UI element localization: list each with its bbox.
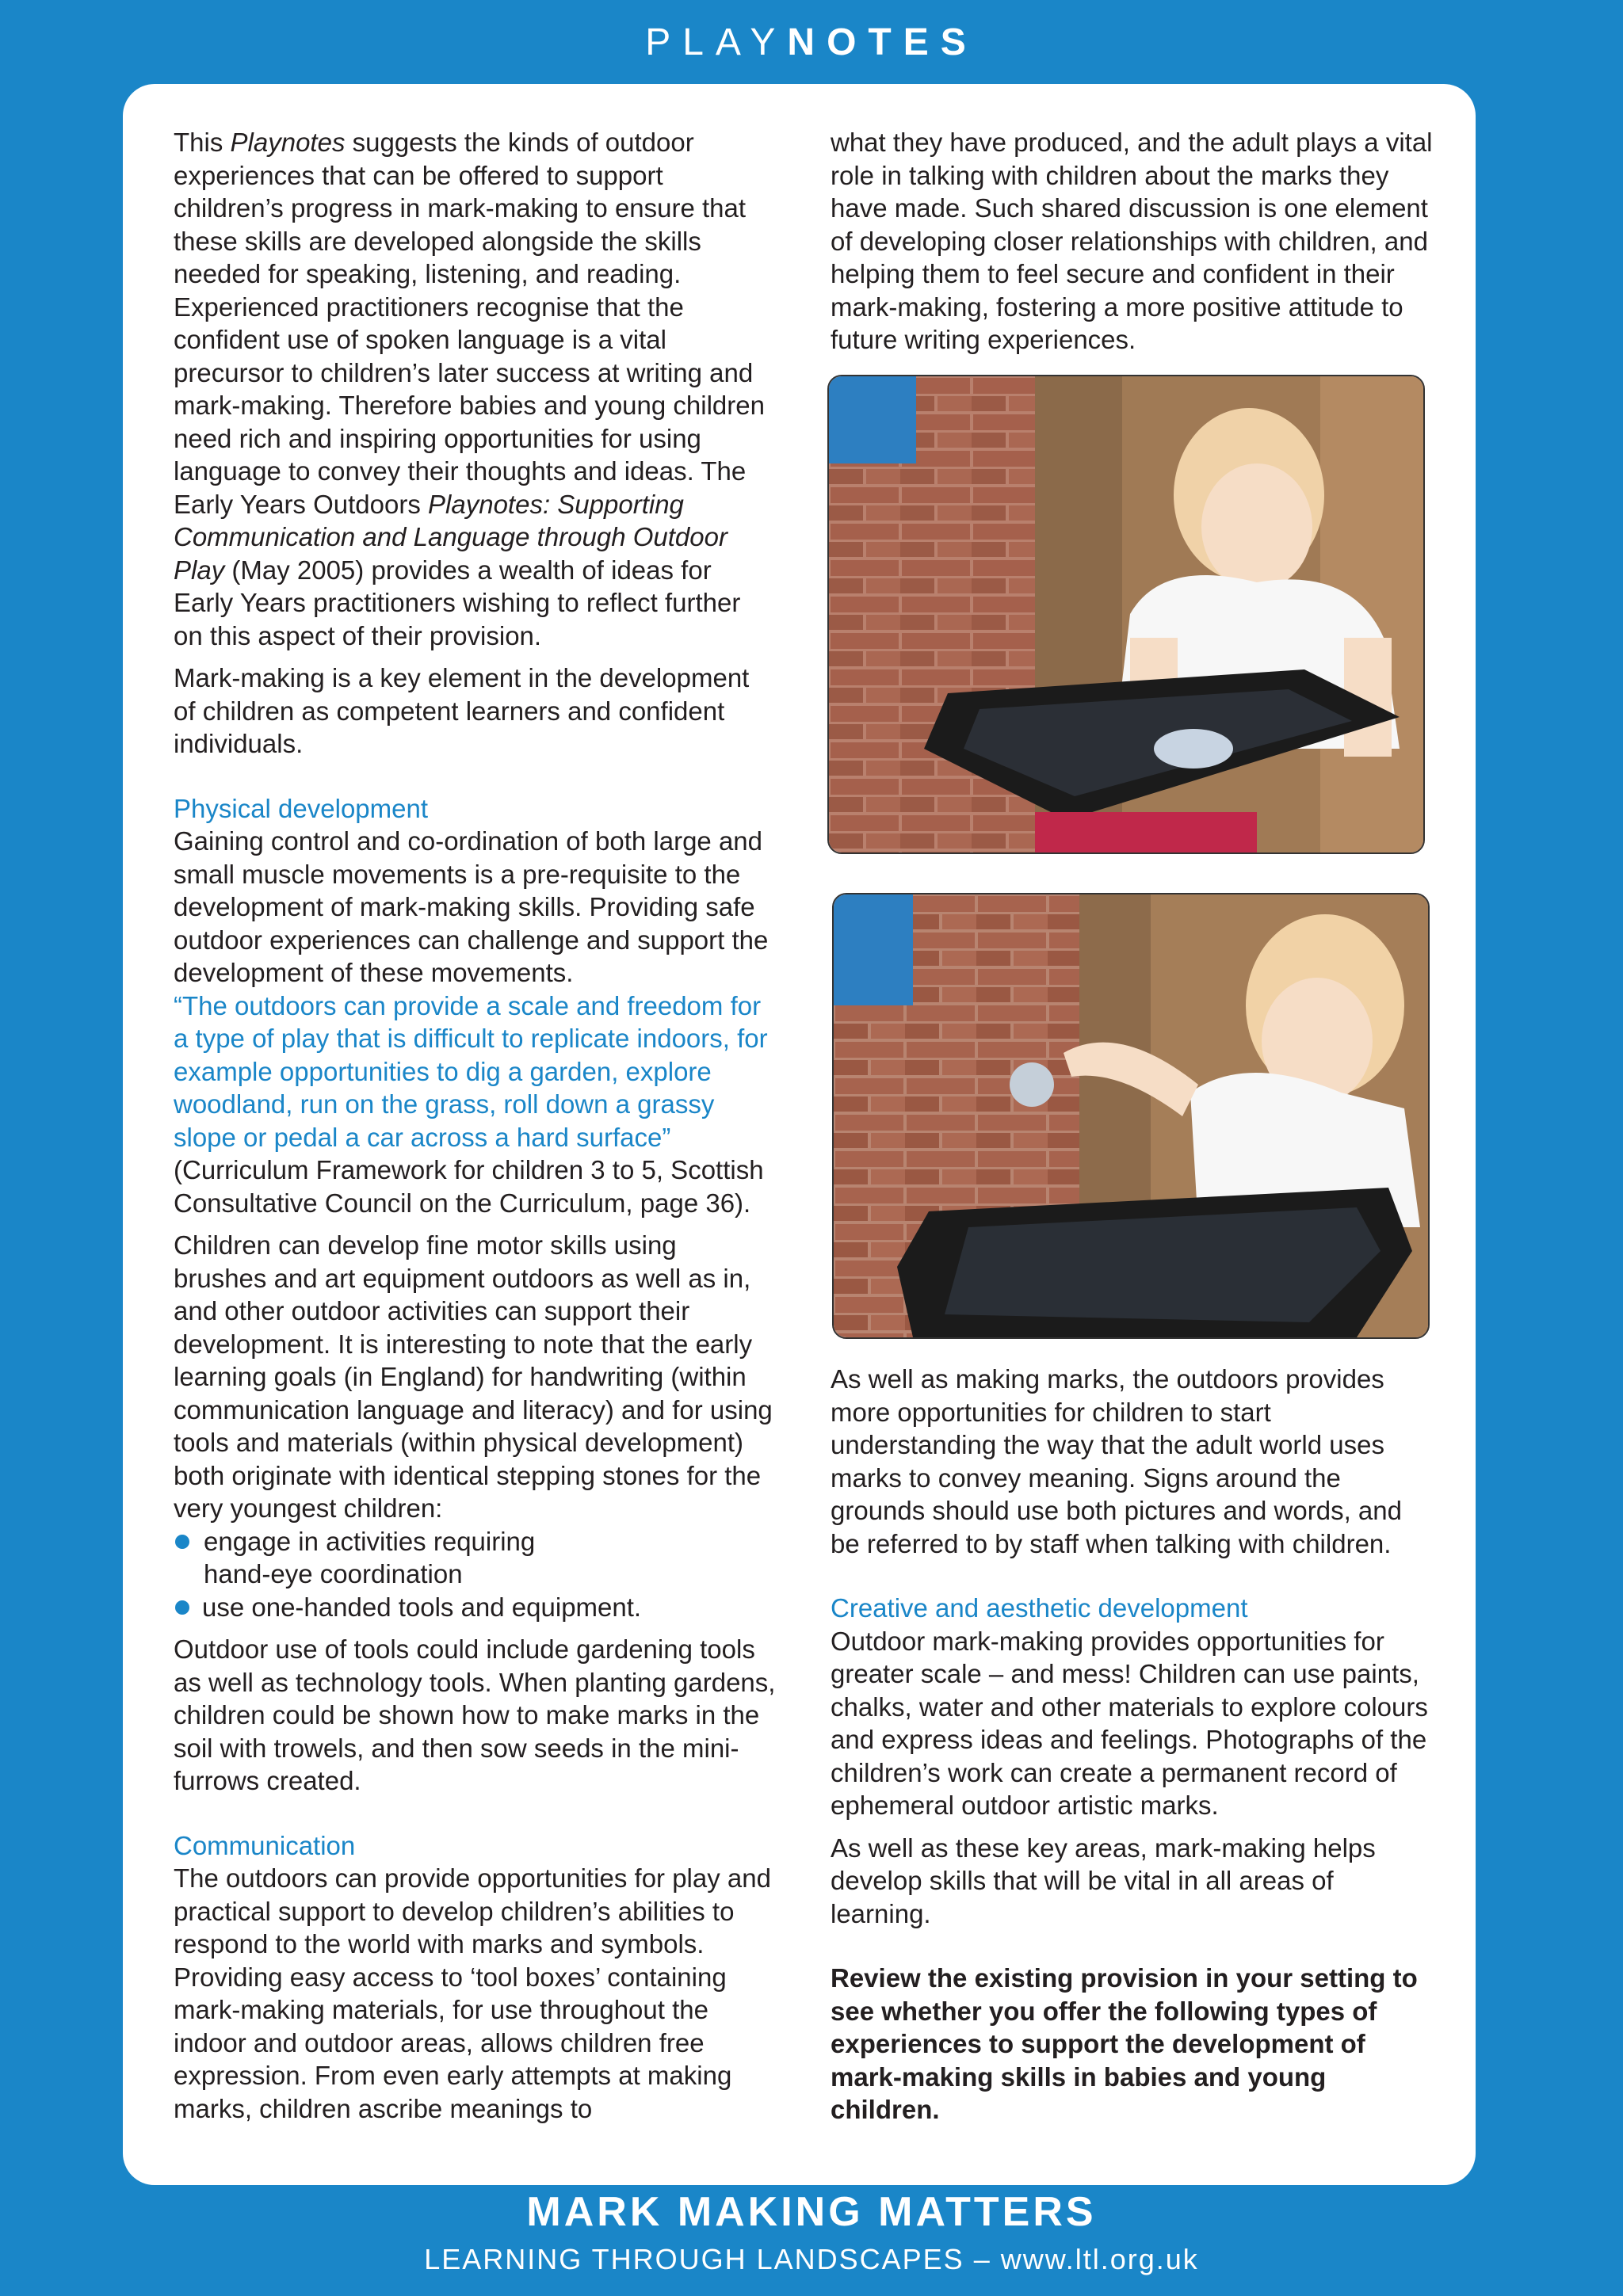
right-column-top bbox=[831, 126, 1433, 366]
citation: (Curriculum Framework for children 3 to 5, Scottish Consultative Council on the Curriculum, page 36). bbox=[174, 1155, 764, 1218]
intro-emphasis-2: Playnotes: Supporting Communication and Language through Outdoor Play bbox=[174, 489, 727, 585]
left-column bbox=[174, 126, 776, 2134]
intro-text-b: suggests the kinds of outdoor experiences that can be offered to support children’s progress in mark-making to ensure that these skills are developed alongside the skills needed for speaking, listening, and reading. Experienced practitioners recognise that the confident use of spoken language is a vital precursor to children’s later success at writing and mark-making. Therefore babies and young children need rich and inspiring opportunities for using language to convey their thoughts and ideas. The Early Years Outdoors bbox=[174, 128, 765, 519]
photo-illustration-2 bbox=[834, 894, 1428, 1337]
intro-text-c: (May 2005) provides a wealth of ideas for Early Years practitioners wishing to reflect further on this aspect of their provision. bbox=[174, 555, 741, 650]
intro-text-a: This bbox=[174, 128, 231, 157]
bullet-icon bbox=[175, 1535, 189, 1549]
bullet-text: engage in activities requiring bbox=[204, 1526, 536, 1556]
heading-creative-aesthetic: Creative and aesthetic development bbox=[831, 1593, 1248, 1623]
footer-subtitle: LEARNING THROUGH LANDSCAPES – www.ltl.org.uk bbox=[424, 2243, 1199, 2275]
paragraph-signs: As well as making marks, the outdoors provides more opportunities for children to start understanding the way that the adult world uses marks to convey meaning. Signs around the grounds should use both pictures and words, and be referred to by staff when talking with children. bbox=[831, 1364, 1402, 1558]
intro-emphasis: Playnotes bbox=[230, 128, 346, 157]
photo-illustration bbox=[829, 376, 1423, 852]
masthead bbox=[0, 17, 1623, 68]
bullet-text: use one-handed tools and equipment. bbox=[202, 1592, 642, 1622]
heading-communication: Communication bbox=[174, 1830, 356, 1860]
list-item bbox=[174, 1591, 776, 1624]
quote: “The outdoors can provide a scale and freedom for a type of play that is difficult to replicate indoors, for example opportunities to dig a garden, explore woodland, run on the grass, roll down a grassy slope or pedal a car across a hard surface” bbox=[174, 990, 768, 1152]
paragraph-adult-role: what they have produced, and the adult plays a vital role in talking with children about the marks they have made. Such shared discussion is one element of developing closer relationships with children, and helping them to feel secure and confident in their mark-making, fostering a more positive attitude to future writing experiences. bbox=[831, 128, 1433, 354]
paragraph-fine-motor: Children can develop fine motor skills using brushes and art equipment outdoors as well as in, and other outdoor activities can support their development. It is interesting to note that the early learning goals (in England) for handwriting (within communication language and literacy) and for using tools and materials (within physical development) both originate with identical stepping stones for the very youngest children: bbox=[174, 1230, 773, 1523]
bullet-icon bbox=[175, 1600, 189, 1615]
paragraph-tools: Outdoor use of tools could include gardening tools as well as technology tools. When planting gardens, children could be shown how to make marks in the soil with trowels, and then sow seeds in the mini-furrows created. bbox=[174, 1634, 776, 1795]
paragraph-physical: Gaining control and co-ordination of both large and small muscle movements is a pre-requisite to the development of mark-making skills. Providing safe outdoor experiences can challenge and support the development of these movements. bbox=[174, 826, 769, 987]
photo-child-painting-wall bbox=[832, 893, 1430, 1339]
right-column-bottom bbox=[831, 1363, 1433, 2136]
masthead-play: PLAY bbox=[645, 21, 788, 63]
paragraph-key-areas: As well as these key areas, mark-making helps develop skills that will be vital in all areas of learning. bbox=[831, 1833, 1376, 1928]
paragraph-mark-making: Mark-making is a key element in the development of children as competent learners and confident individuals. bbox=[174, 663, 750, 758]
intro-paragraph bbox=[174, 126, 776, 652]
list-item bbox=[174, 1525, 776, 1591]
heading-physical-development: Physical development bbox=[174, 793, 429, 823]
masthead-notes: NOTES bbox=[787, 21, 978, 63]
paragraph-creative: Outdoor mark-making provides opportunities for greater scale – and mess! Children can use paints, chalks, water and other materials to explore colours and express ideas and feelings. Photographs of the children’s work can create a permanent record of ephemeral outdoor artistic marks. bbox=[831, 1626, 1428, 1820]
review-callout: Review the existing provision in your setting to see whether you offer the following types of experiences to support the development of mark-making skills in babies and young children. bbox=[831, 1963, 1418, 2124]
footer-title: MARK MAKING MATTERS bbox=[526, 2189, 1097, 2235]
bullet-text-continued: hand-eye coordination bbox=[204, 1559, 463, 1589]
photo-child-with-tray bbox=[827, 375, 1425, 854]
paragraph-communication: The outdoors can provide opportunities for play and practical support to develop children’s abilities to respond to the world with marks and symbols. Providing easy access to ‘tool boxes’ containing mark-making materials, for use throughout the indoor and outdoor areas, allows children free expression. From even early attempts at making marks, children ascribe meanings to bbox=[174, 1863, 771, 2123]
bullet-list bbox=[174, 1525, 776, 1624]
